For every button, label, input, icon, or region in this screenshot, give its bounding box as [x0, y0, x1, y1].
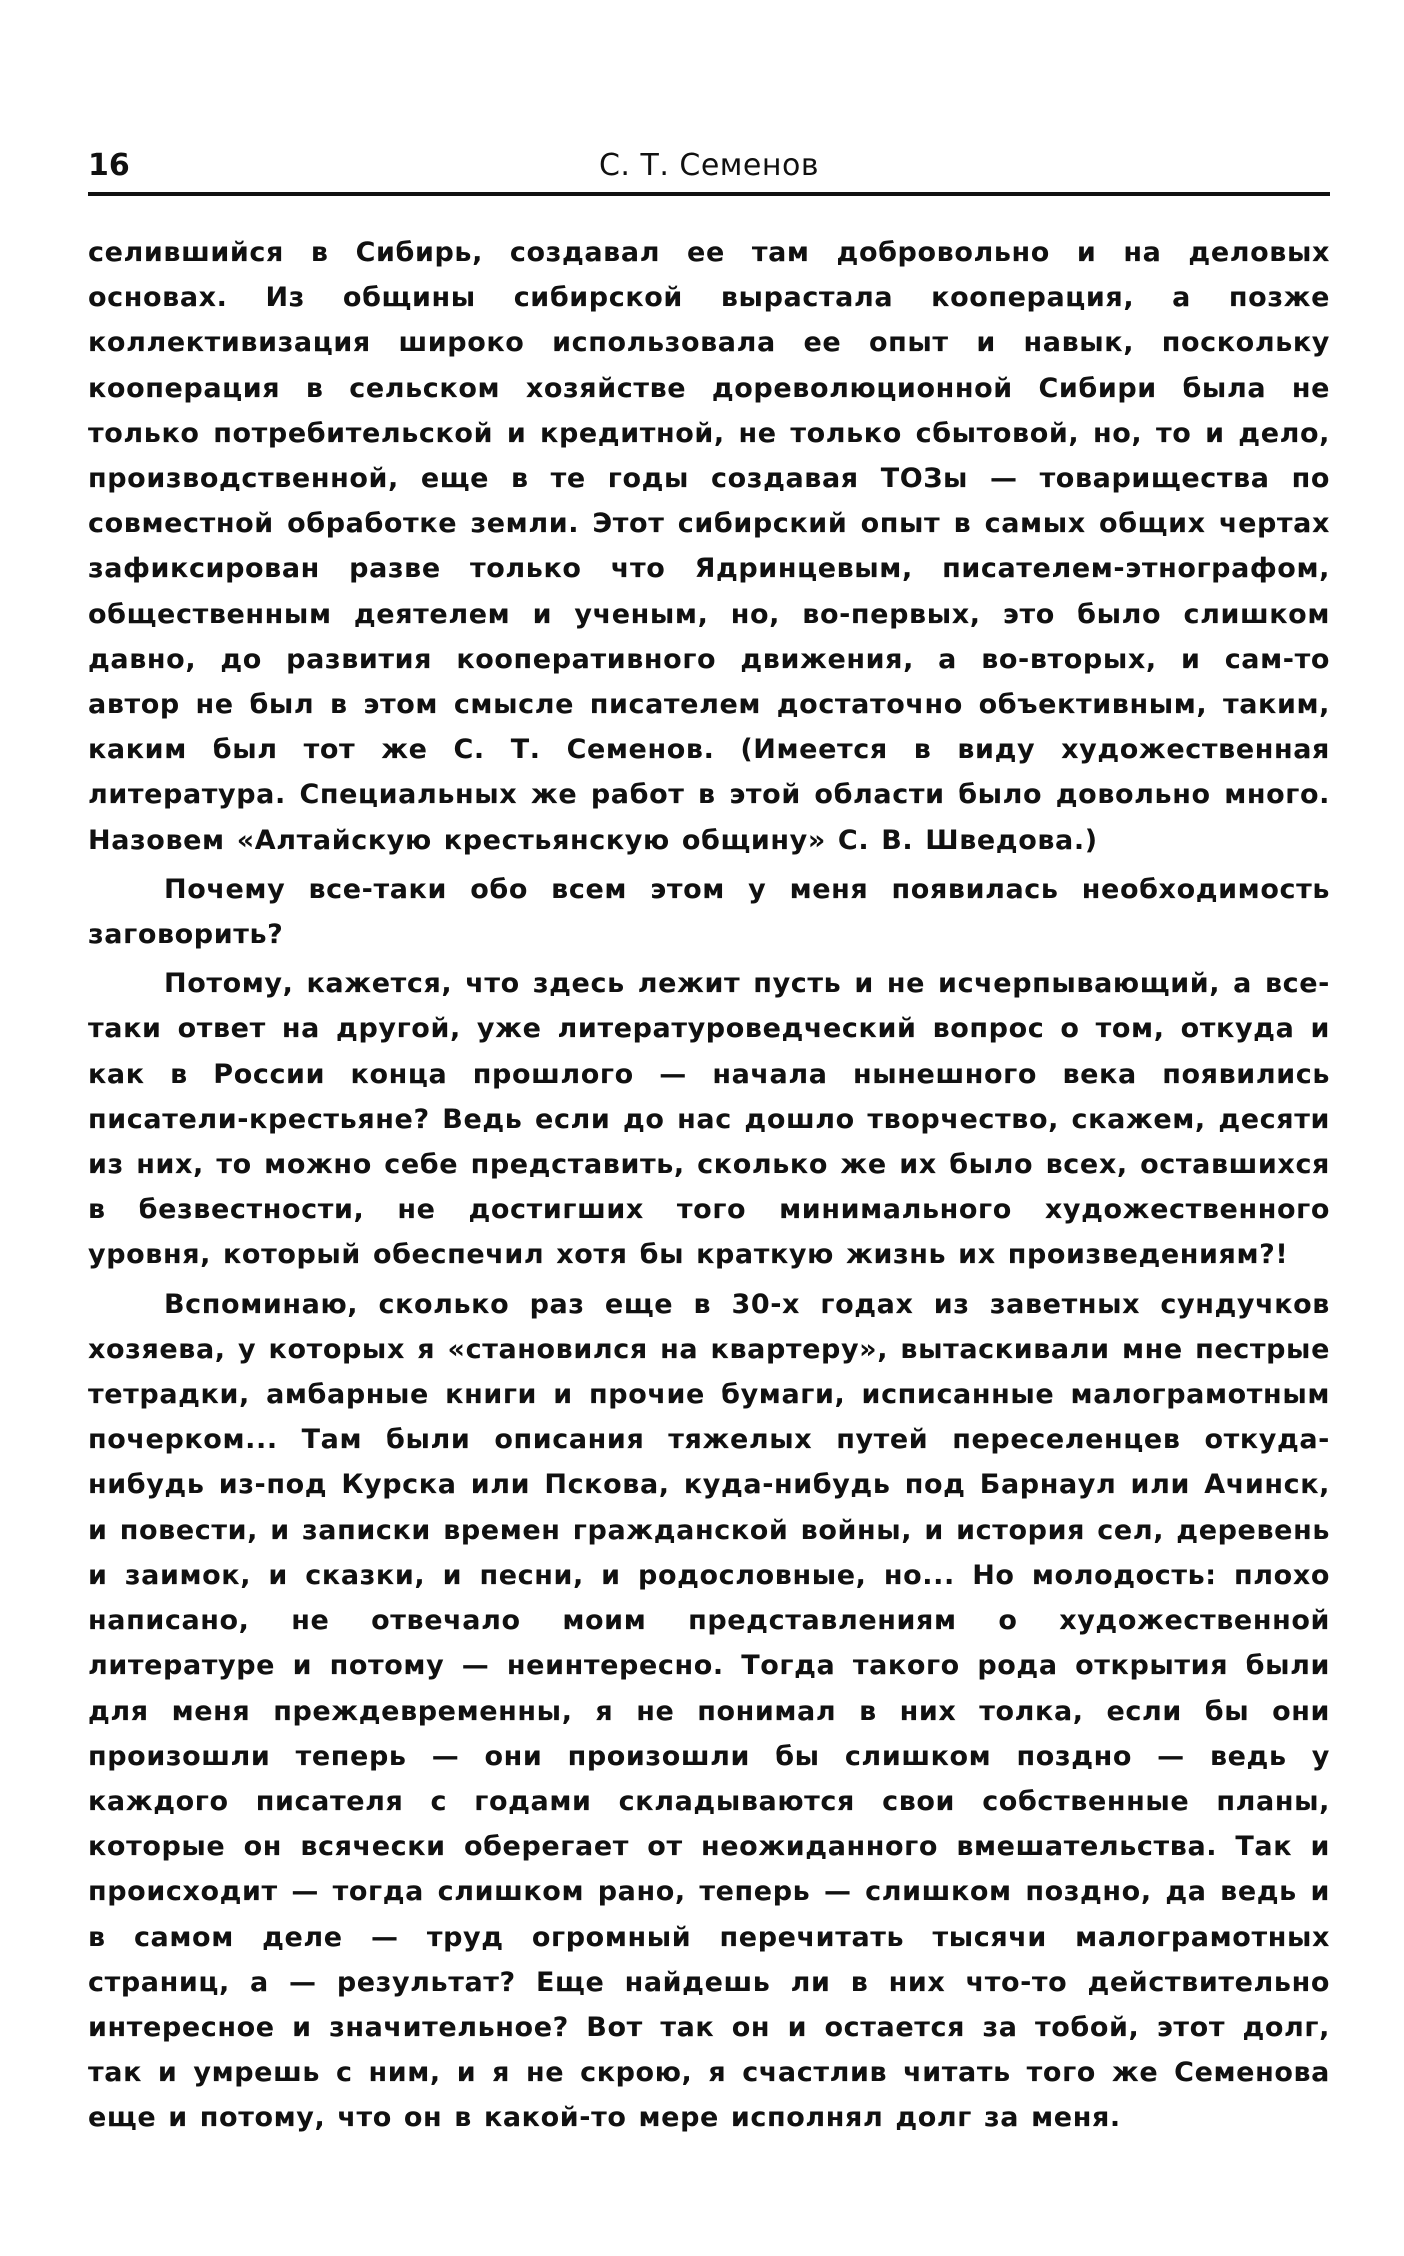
- paragraph-4: Вспоминаю, сколько раз еще в 30-х годах из заветных сундучков хозяева, у которых я «становился на квартеру», вытаскивали мне пестрые тетрадки, амбарные книги и прочие бумаги, исписанные малограмотным почерком... Там были описания тяжелых путей переселенцев откуда-нибудь из-под Курска или Пскова, куда-нибудь под Барнаул или Ачинск, и повести, и записки времен гражданской войны, и история сел, деревень и заимок, и сказки, и песни, и родословные, но... Но молодость: плохо написано, не отвечало моим представлениям о художественной литературе и потому — неинтересно. Тогда такого рода открытия были для меня преждевременны, я не понимал в них толка, если бы они произошли теперь — они произошли бы слишком поздно — ведь у каждого писателя с годами складываются свои собственные планы, которые он всячески оберегает от неожиданного вмешательства. Так и происходит — тогда слишком рано, теперь — слишком поздно, да ведь и в самом деле — труд огромный перечитать тысячи малограмотных страниц, а — результат? Еще найдешь ли в них что-то действительно интересное и значительное? Вот так он и остается за тобой, этот долг, так и умрешь с ним, и я не скрою, я счастлив читать того же Семенова еще и потому, что он в какой-то мере исполнял долг за меня.: [88, 1288, 1330, 2134]
- page-header: [88, 148, 1330, 196]
- page-number: 16: [88, 148, 130, 183]
- running-head: С. Т. Семенов: [598, 148, 820, 183]
- paragraph-2: Почему все-таки обо всем этом у меня появилась необходимость заговорить?: [88, 873, 1330, 951]
- paragraph-3: Потому, кажется, что здесь лежит пусть и не исчерпывающий, а все-таки ответ на другой, уже литературоведческий вопрос о том, откуда и как в России конца прошлого — начала нынешного века появились писатели-крестьяне? Ведь если до нас дошло творчество, скажем, десяти из них, то можно себе представить, сколько же их было всех, оставшихся в безвестности, не достигших того минимального художественного уровня, который обеспечил хотя бы краткую жизнь их произведениям?!: [88, 968, 1330, 1271]
- body-text: [88, 230, 1330, 2145]
- paragraph-1: селившийся в Сибирь, создавал ее там добровольно и на деловых основах. Из общины сибирской вырастала кооперация, а позже коллективизация широко использовала ее опыт и навык, поскольку кооперация в сельском хозяйстве дореволюционной Сибири была не только потребительской и кредитной, не только сбытовой, но, то и дело, производственной, еще в те годы создавая ТОЗы — товарищества по совместной обработке земли. Этот сибирский опыт в самых общих чертах зафиксирован разве только что Ядринцевым, писателем-этнографом, общественным деятелем и ученым, но, во-первых, это было слишком давно, до развития кооперативного движения, а во-вторых, и сам-то автор не был в этом смысле писателем достаточно объективным, таким, каким был тот же С. Т. Семенов. (Имеется в виду художественная литература. Специальных же работ в этой области было довольно много. Назовем «Алтайскую крестьянскую общину» С. В. Шведова.): [88, 237, 1330, 856]
